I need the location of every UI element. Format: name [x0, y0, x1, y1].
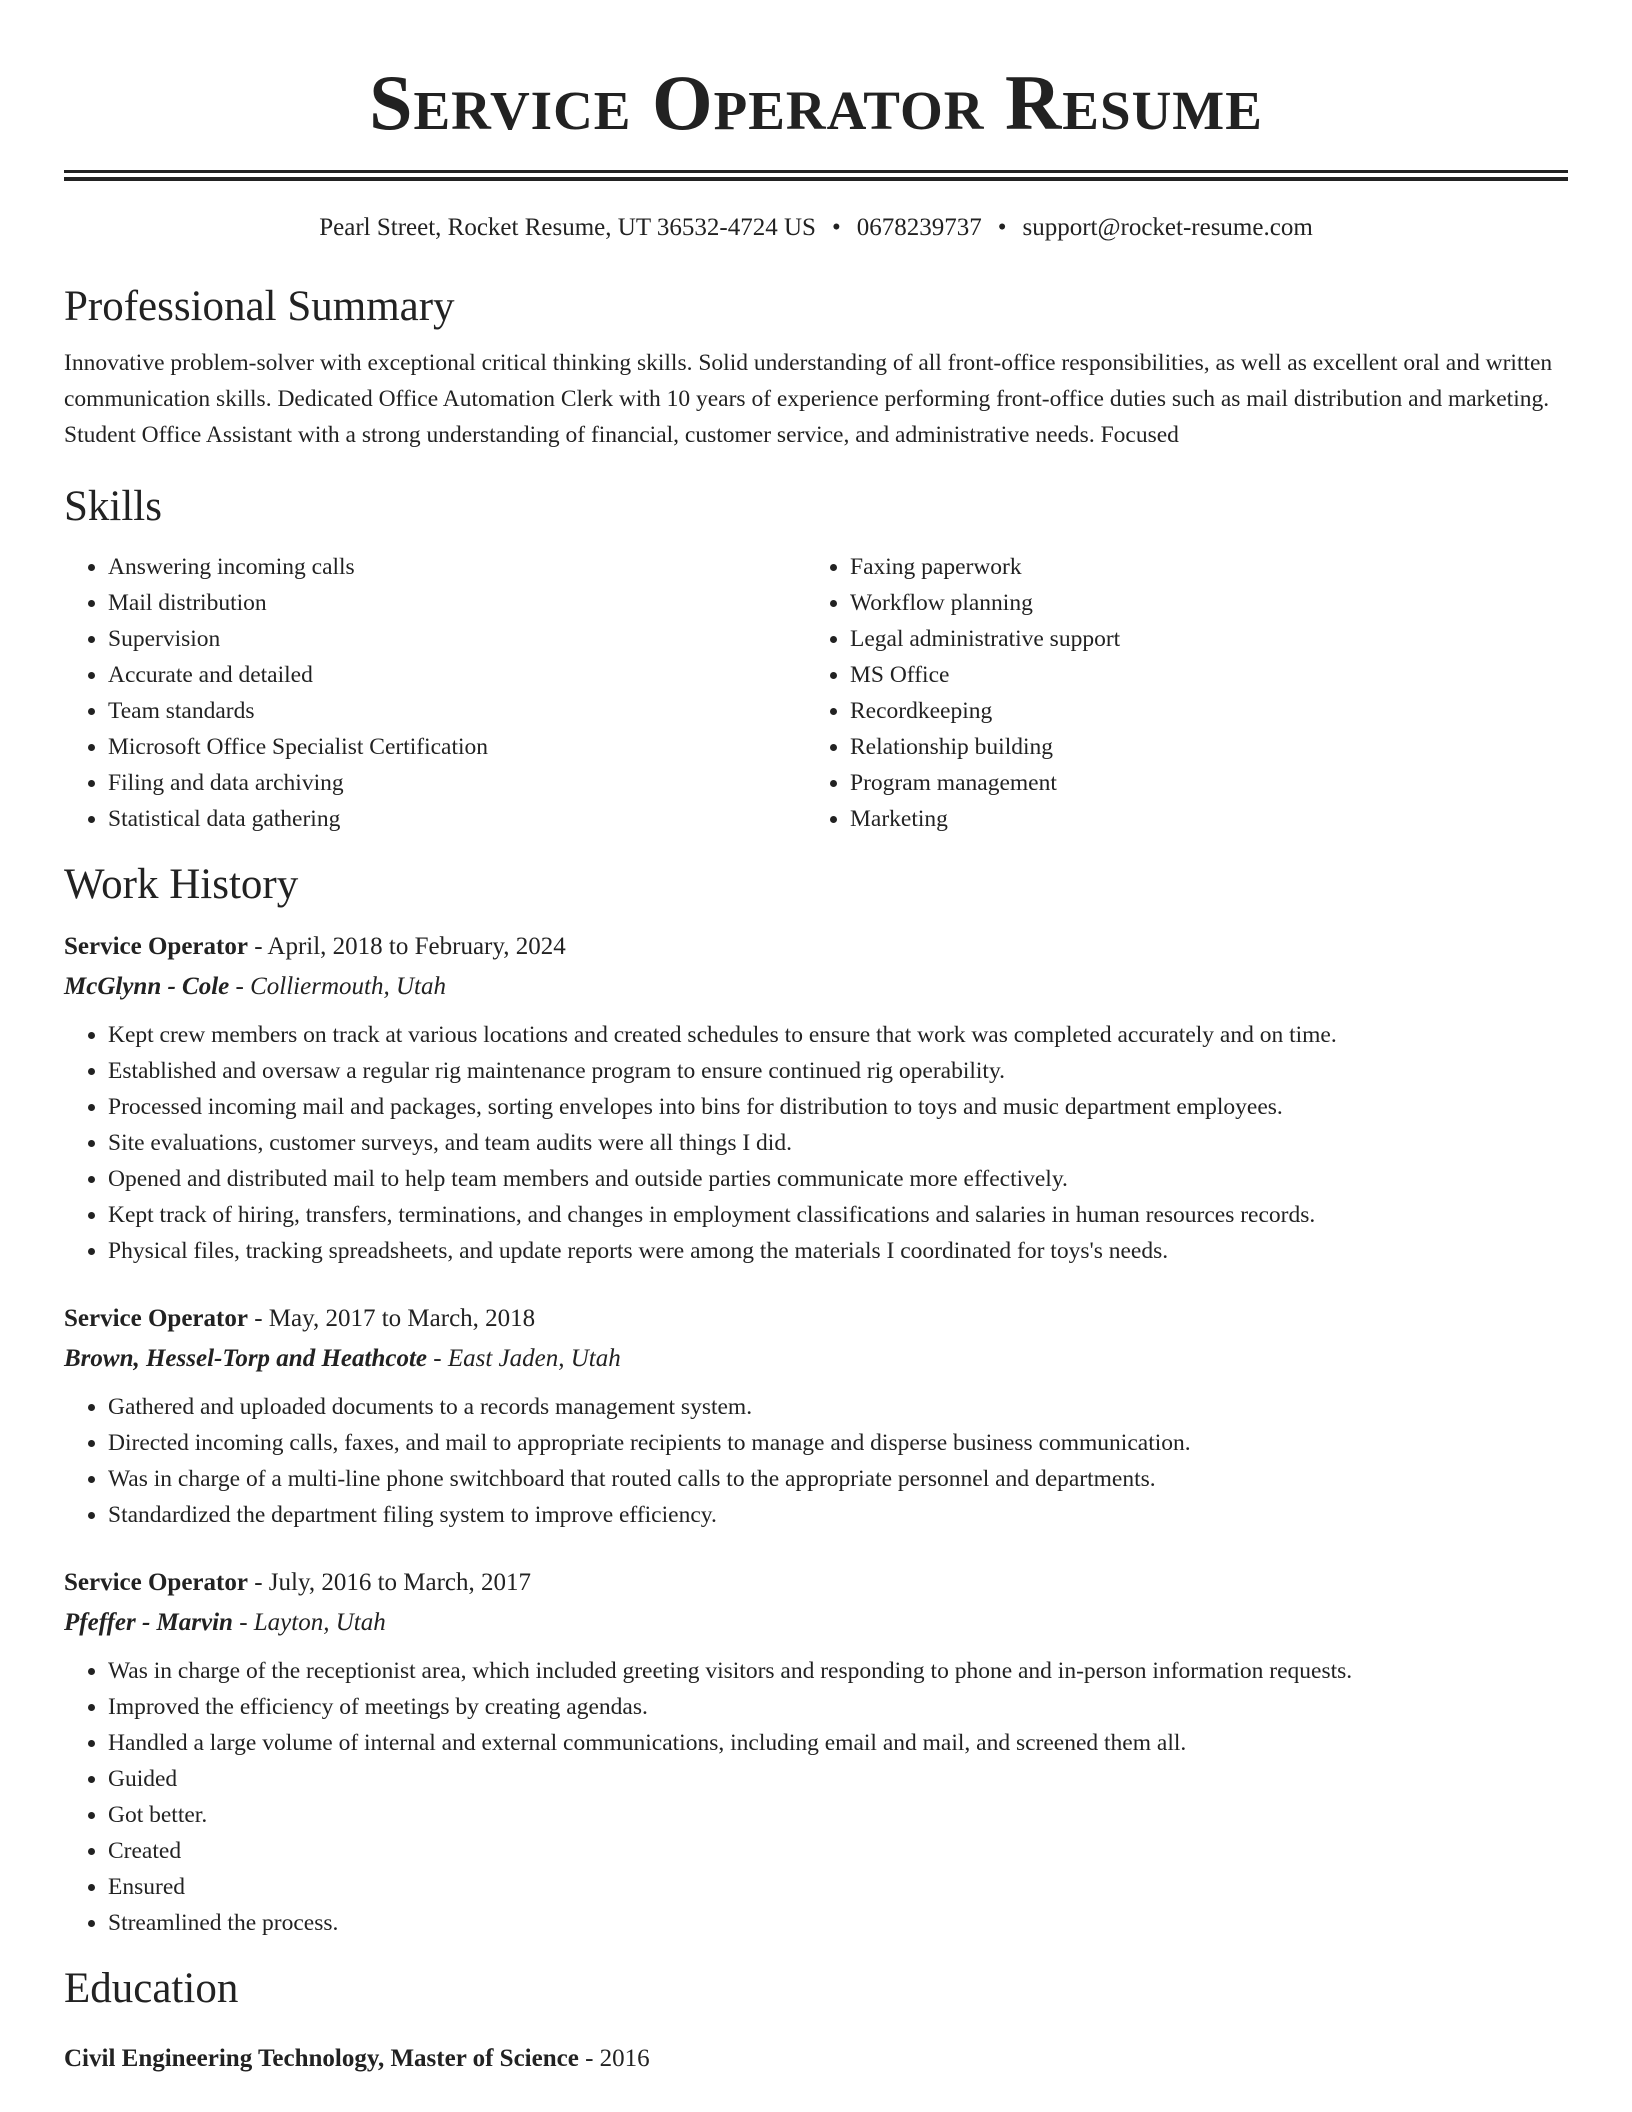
job-company: Brown, Hessel-Torp and Heathcote [64, 1345, 427, 1372]
job-location: - East Jaden, Utah [427, 1345, 621, 1372]
job-role-line [64, 1563, 1568, 1603]
skill-item: • Team standards [108, 693, 806, 729]
job-location: - Layton, Utah [232, 1609, 386, 1636]
job-bullet: • Directed incoming calls, faxes, and mail to appropriate recipients to manage and disperse business communication. [108, 1425, 1568, 1461]
job-bullet: • Kept crew members on track at various locations and created schedules to ensure that work was completed accurately and on time. [108, 1017, 1568, 1053]
summary-text: Innovative problem-solver with exceptional critical thinking skills. Solid understanding of all front-office responsibilities, as well as excellent oral and written communication skills. Dedicated Office Automation Clerk with 10 years of experience performing front-office duties such as mail distribution and marketing. Student Office Assistant with a strong understanding of financial, customer service, and administrative needs. Focused [64, 350, 1553, 448]
job-title: Service Operator [64, 1569, 248, 1596]
job-bullet: • Was in charge of the receptionist area, which included greeting visitors and responding to phone and in-person information requests. [108, 1653, 1568, 1689]
job-bullet: • Improved the efficiency of meetings by creating agendas. [108, 1689, 1568, 1725]
skill-item: • Program management [850, 765, 1548, 801]
job-company-line [64, 1339, 1568, 1379]
job-bullets [64, 1653, 1568, 1941]
summary-heading: Professional Summary [64, 283, 455, 330]
job-bullet: • Streamlined the process. [108, 1905, 1568, 1941]
skill-item: • Statistical data gathering [108, 801, 806, 837]
skill-item: • Microsoft Office Specialist Certification [108, 729, 806, 765]
skill-item: • Filing and data archiving [108, 765, 806, 801]
skills-left-list [64, 549, 806, 837]
job-bullet: • Created [108, 1833, 1568, 1869]
contact-email[interactable]: support@rocket-resume.com [1022, 214, 1313, 241]
job-dates: - July, 2016 to March, 2017 [247, 1569, 532, 1596]
work-history-heading: Work History [64, 861, 299, 908]
job-company-line [64, 967, 1568, 1007]
skill-item: • Legal administrative support [850, 621, 1548, 657]
title-divider [64, 170, 1568, 181]
page-title: Service Operator Resume [369, 59, 1263, 146]
education-heading: Education [64, 1965, 239, 2012]
job-bullet: • Kept track of hiring, transfers, terminations, and changes in employment classifications and salaries in human resources records. [108, 1197, 1568, 1233]
skill-item: • Supervision [108, 621, 806, 657]
skill-item: • Recordkeeping [850, 693, 1548, 729]
job-role-line [64, 927, 1568, 967]
job-bullet: • Physical files, tracking spreadsheets, and update reports were among the materials I coordinated for toys's needs. [108, 1233, 1568, 1269]
skill-item: • Workflow planning [850, 585, 1548, 621]
education-year: - 2016 [578, 2045, 650, 2072]
job-title: Service Operator [64, 1305, 248, 1332]
contact-separator: • [831, 214, 841, 241]
work-history-list [64, 927, 1568, 1941]
contact-address: Pearl Street, Rocket Resume, UT 36532-4724 US [319, 214, 816, 241]
contact-line [64, 211, 1568, 245]
job-role-line [64, 1299, 1568, 1339]
job-entry [64, 927, 1568, 1269]
job-bullet: • Handled a large volume of internal and external communications, including email and mail, and screened them all. [108, 1725, 1568, 1761]
job-bullet: • Got better. [108, 1797, 1568, 1833]
job-bullet: • Ensured [108, 1869, 1568, 1905]
education-entry [64, 2039, 1568, 2079]
job-entry [64, 1299, 1568, 1533]
job-bullet: • Guided [108, 1761, 1568, 1797]
skills-right-list [806, 549, 1548, 837]
job-company: Pfeffer - Marvin [64, 1609, 233, 1636]
job-company-line [64, 1603, 1568, 1643]
skills-columns [64, 549, 1568, 837]
skill-item: • Faxing paperwork [850, 549, 1548, 585]
contact-phone: 0678239737 [856, 214, 982, 241]
skill-item: • MS Office [850, 657, 1548, 693]
job-bullet: • Processed incoming mail and packages, sorting envelopes into bins for distribution to toys and music department employees. [108, 1089, 1568, 1125]
skill-item: • Accurate and detailed [108, 657, 806, 693]
job-company: McGlynn - Cole [64, 973, 230, 1000]
job-bullets [64, 1389, 1568, 1533]
job-bullet: • Gathered and uploaded documents to a records management system. [108, 1389, 1568, 1425]
skills-heading: Skills [64, 483, 162, 530]
job-location: - Colliermouth, Utah [229, 973, 446, 1000]
skill-item: • Marketing [850, 801, 1548, 837]
job-bullet: • Was in charge of a multi-line phone switchboard that routed calls to the appropriate personnel and departments. [108, 1461, 1568, 1497]
job-dates: - May, 2017 to March, 2018 [247, 1305, 536, 1332]
contact-separator: • [997, 214, 1007, 241]
skill-item: • Mail distribution [108, 585, 806, 621]
job-bullet: • Standardized the department filing system to improve efficiency. [108, 1497, 1568, 1533]
job-bullet: • Established and oversaw a regular rig maintenance program to ensure continued rig operability. [108, 1053, 1568, 1089]
job-bullet: • Site evaluations, customer surveys, and team audits were all things I did. [108, 1125, 1568, 1161]
job-title: Service Operator [64, 933, 248, 960]
skill-item: • Relationship building [850, 729, 1548, 765]
job-bullet: • Opened and distributed mail to help team members and outside parties communicate more effectively. [108, 1161, 1568, 1197]
job-dates: - April, 2018 to February, 2024 [247, 933, 566, 960]
job-entry [64, 1563, 1568, 1941]
education-degree: Civil Engineering Technology, Master of Science [64, 2045, 579, 2072]
job-bullets [64, 1017, 1568, 1269]
skill-item: • Answering incoming calls [108, 549, 806, 585]
